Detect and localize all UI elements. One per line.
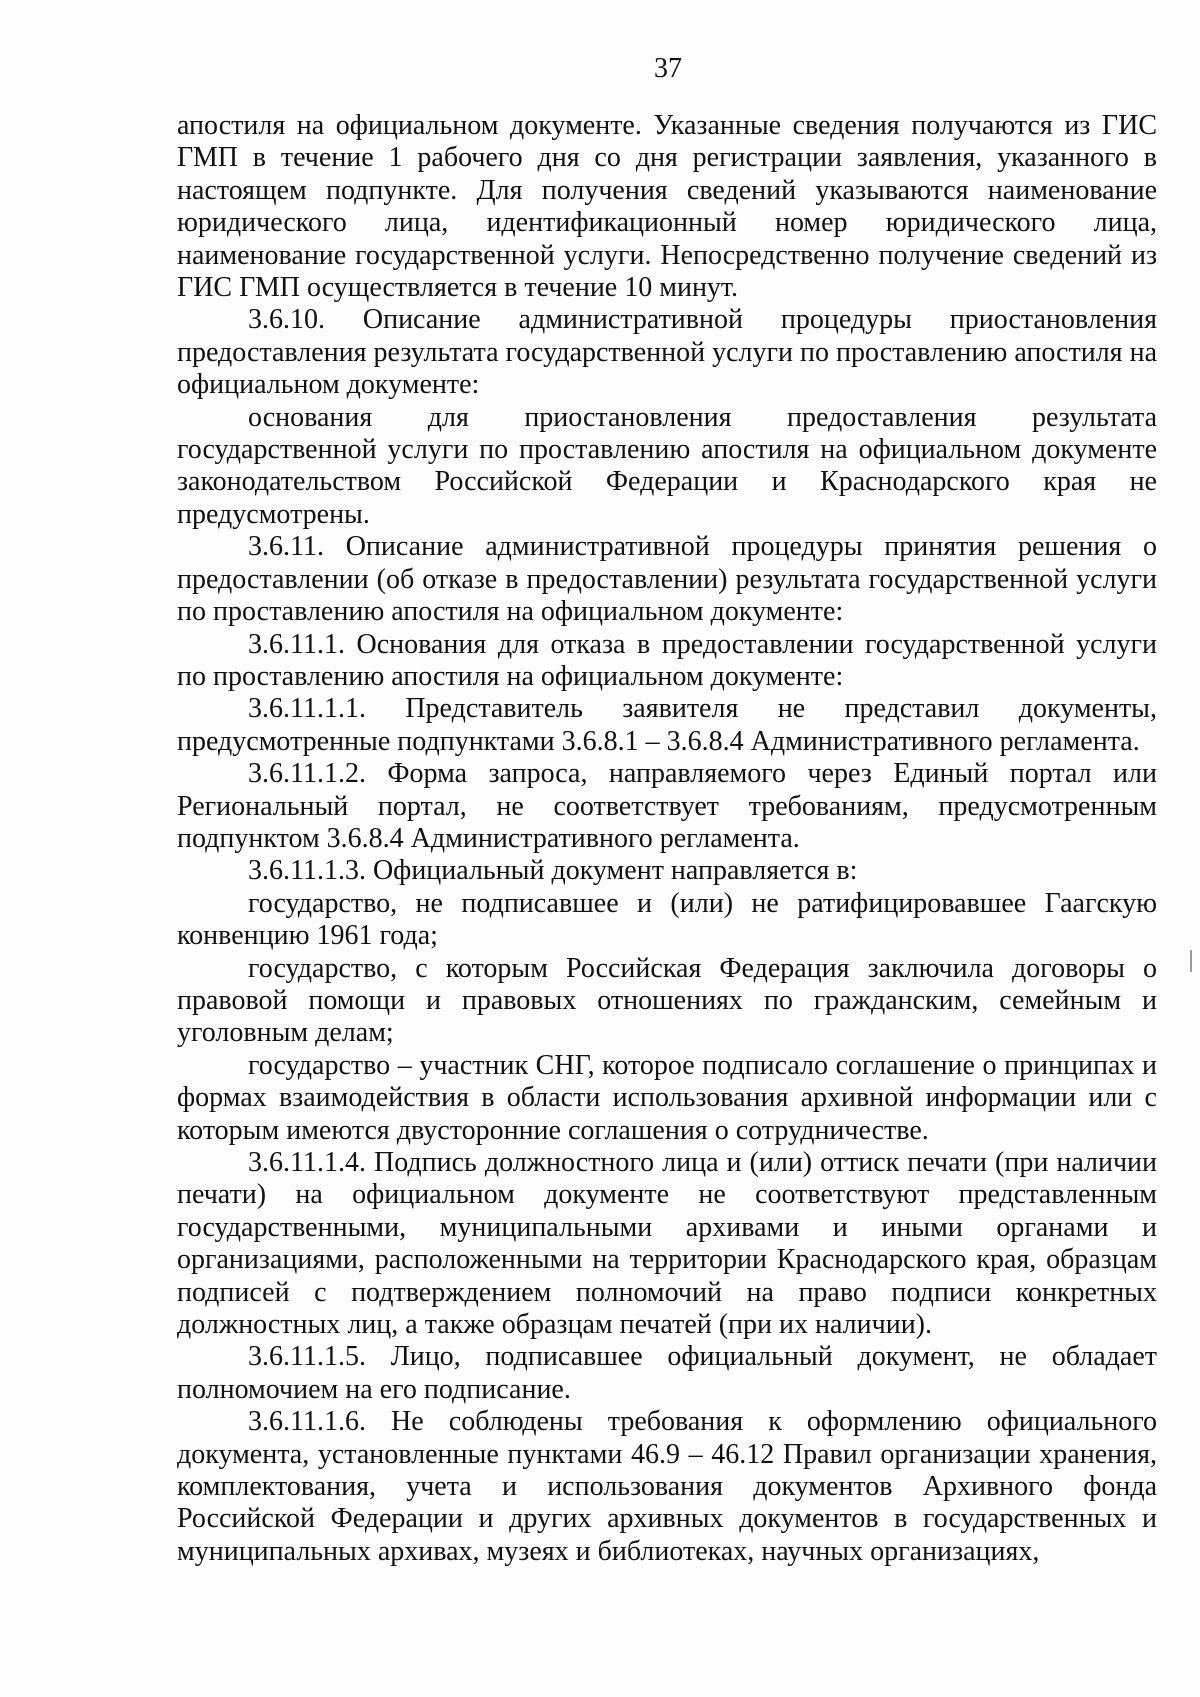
paragraph: 3.6.11.1.5. Лицо, подписавшее официальный документ, не обладает полномочием на его подписание.	[177, 1341, 1157, 1405]
paragraph: 3.6.11.1.6. Не соблюдены требования к оформлению официального документа, установленные пунктами 46.9 – 46.12 Правил организации хранения, комплектования, учета и использования документов Архивного фонда Российской Федерации и других архивных документов в государственных и муниципальных архивах, музеях и библиотеках, научных организациях,	[177, 1406, 1157, 1567]
paragraph: 3.6.11. Описание административной процедуры принятия решения о предоставлении (об отказе в предоставлении) результата государственной услуги по проставлению апостиля на официальном документе:	[177, 531, 1157, 628]
paragraph: государство – участник СНГ, которое подписало соглашение о принципах и формах взаимодействия в области использования архивной информации или с которым имеются двусторонние соглашения о сотрудничестве.	[177, 1049, 1157, 1146]
paragraph: государство, не подписавшее и (или) не ратифицировавшее Гаагскую конвенцию 1961 года;	[177, 887, 1157, 952]
paragraph: апостиля на официальном документе. Указанные сведения получаются из ГИС ГМП в течение 1 рабочего дня со дня регистрации заявления, указанного в настоящем подпункте. Для получения сведений указываются наименование юридического лица, идентификационный номер юридического лица, наименование государственной услуги. Непосредственно получение сведений из ГИС ГМП осуществляется в течение 10 минут.	[177, 110, 1157, 304]
paragraph: 3.6.11.1.2. Форма запроса, направляемого через Единый портал или Региональный портал, не соответствует требованиям, предусмотренным подпунктом 3.6.8.4 Административного регламента.	[177, 758, 1157, 854]
document-body	[177, 110, 1157, 1568]
paragraph: 3.6.10. Описание административной процедуры приостановления предоставления результата государственной услуги по проставлению апостиля на официальном документе:	[177, 304, 1157, 401]
paragraph: государство, с которым Российская Федерация заключила договоры о правовой помощи и правовых отношениях по гражданским, семейным и уголовным делам;	[177, 952, 1157, 1049]
paragraph: 3.6.11.1.4. Подпись должностного лица и (или) оттиск печати (при наличии печати) на официальном документе не соответствуют представленным государственными, муниципальными архивами и иными органами и организациями, расположенными на территории Краснодарского края, образцам подписей с подтверждением полномочий на право подписи конкретных должностных лиц, а также образцам печатей (при их наличии).	[177, 1147, 1157, 1341]
page-number: 37	[654, 53, 682, 84]
scan-margin-mark	[1190, 950, 1192, 972]
paragraph: 3.6.11.1.1. Представитель заявителя не представил документы, предусмотренные подпунктами 3.6.8.1 – 3.6.8.4 Административного регламента.	[177, 693, 1157, 757]
paragraph: основания для приостановления предоставления результата государственной услуги по проставлению апостиля на официальном документе законодательством Российской Федерации и Краснодарского края не предусмотрены.	[177, 401, 1157, 530]
paragraph: 3.6.11.1. Основания для отказа в предоставлении государственной услуги по проставлению апостиля на официальном документе:	[177, 628, 1157, 692]
paragraph: 3.6.11.1.3. Официальный документ направляется в:	[248, 855, 858, 887]
